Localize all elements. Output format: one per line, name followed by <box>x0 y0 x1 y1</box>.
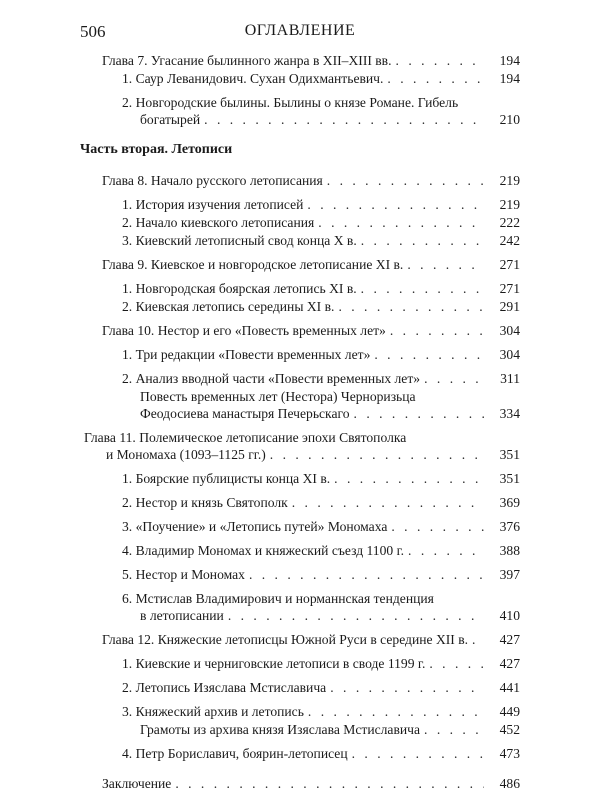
toc-chapter-12: Глава 12. Княжеские летописцы Южной Руси в середине XII в. . . . 427 <box>102 631 520 648</box>
toc-chapter-10: Глава 10. Нестор и его «Повесть временных лет» . . . 304 <box>102 322 520 339</box>
toc-part-heading: Часть вторая. Летописи <box>80 142 233 157</box>
toc-section: 2. Начало киевского летописания . . . 222 <box>122 214 520 231</box>
toc-section: 1. Боярские публицисты конца XI в. . . . 351 <box>122 470 520 487</box>
toc-chapter-11: Глава 11. Полемическое летописание эпохи Святополка и Мономаха (1093–1125 гг.) . . . 351 <box>84 429 520 463</box>
toc-section: 1. Киевские и черниговские летописи в своде 1199 г. . . . 427 <box>122 655 520 672</box>
toc-section: 1. Саур Леванидович. Сухан Одихмантьевич. . . . 194 <box>122 70 520 87</box>
toc-section: 5. Нестор и Мономах . . . 397 <box>122 566 520 583</box>
toc-section: 2. Анализ вводной части «Повести временных лет» . . . 311 <box>122 370 520 387</box>
toc-chapter-9: Глава 9. Киевское и новгородское летописание XI в. . . . 271 <box>102 256 520 273</box>
toc-section: 3. Княжеский архив и летопись . . . 449 <box>122 703 520 720</box>
page-number: 506 <box>80 22 106 41</box>
page-header <box>80 22 520 44</box>
toc-chapter-8: Глава 8. Начало русского летописания . . . 219 <box>102 172 520 189</box>
toc-section: 4. Петр Бориславич, боярин-летописец . . . 473 <box>122 745 520 762</box>
toc-conclusion: Заключение . . . 486 <box>102 775 520 792</box>
toc-section: 2. Киевская летопись середины XI в. . . . 291 <box>122 298 520 315</box>
toc-section: Повесть временных лет (Нестора) Черноризьца Феодосиева манастыря Печерьскаго . . . 334 <box>122 388 520 422</box>
toc-section: 2. Летопись Изяслава Мстиславича . . . 441 <box>122 679 520 696</box>
toc-section: 6. Мстислав Владимирович и норманнская тенденция в летописании . . . 410 <box>122 590 520 624</box>
toc-section: 1. Три редакции «Повести временных лет» . . . 304 <box>122 346 520 363</box>
toc-chapter-7: Глава 7. Угасание былинного жанра в XII–XIII вв. . . . 194 <box>102 52 520 69</box>
table-of-contents <box>80 52 520 792</box>
toc-section: 4. Владимир Мономах и княжеский съезд 1100 г. . . . 388 <box>122 542 520 559</box>
page-title: ОГЛАВЛЕНИЕ <box>244 22 356 39</box>
toc-section: 3. Киевский летописный свод конца X в. . . . 242 <box>122 232 520 249</box>
toc-section: 2. Новгородские былины. Былины о князе Романе. Гибель богатырей . . . 210 <box>122 94 520 128</box>
toc-section: Грамоты из архива князя Изяслава Мстиславича . . . 452 <box>122 721 520 738</box>
toc-section: 2. Нестор и князь Святополк . . . 369 <box>122 494 520 511</box>
toc-section: 1. Новгородская боярская летопись XI в. . . . 271 <box>122 280 520 297</box>
toc-section: 3. «Поучение» и «Летопись путей» Мономаха . . . 376 <box>122 518 520 535</box>
toc-section: 1. История изучения летописей . . . 219 <box>122 196 520 213</box>
